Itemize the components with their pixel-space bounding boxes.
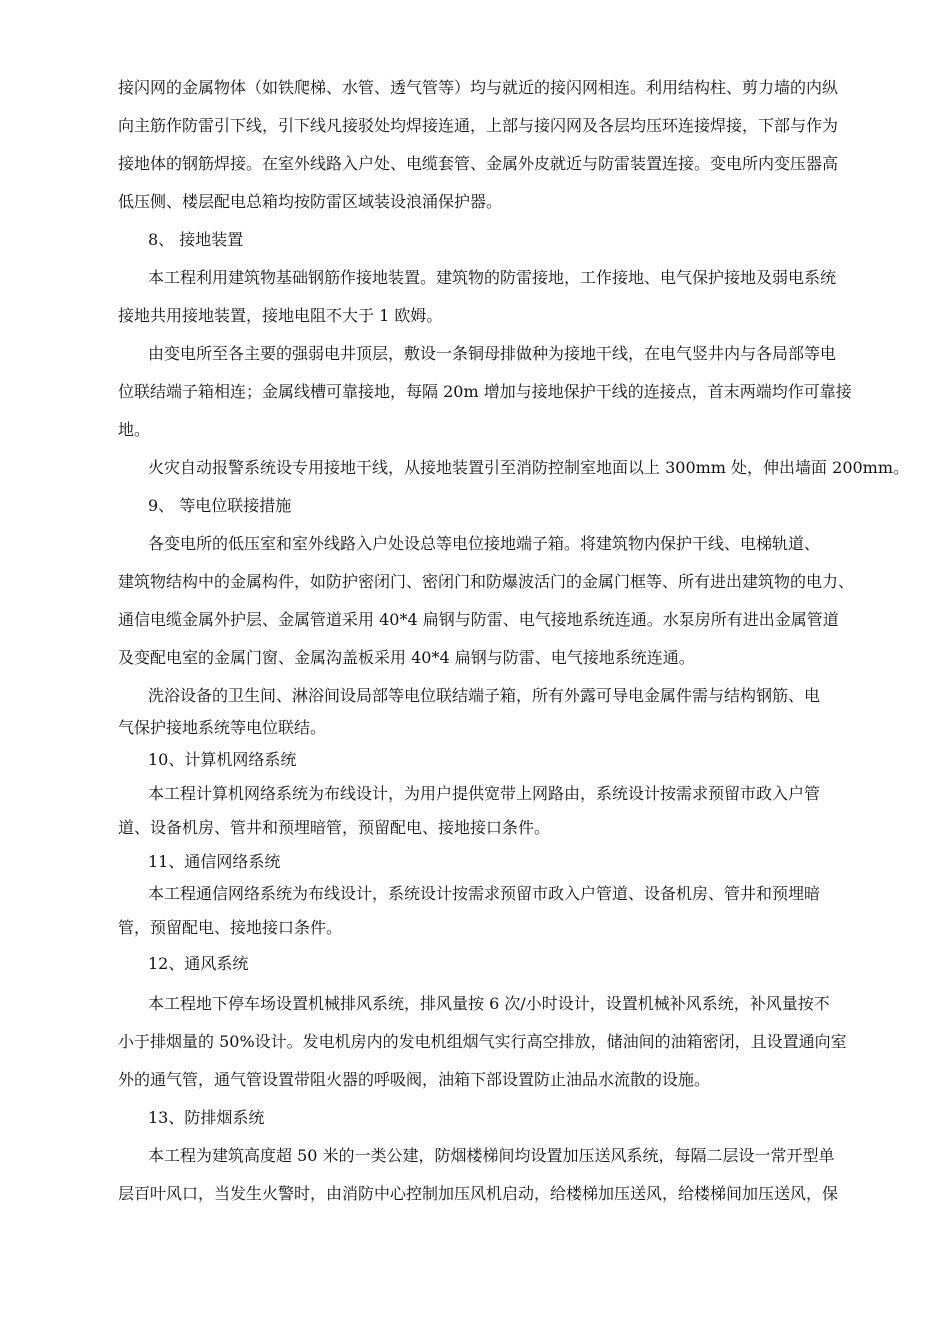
text-line: 由变电所至各主要的强弱电井顶层，敷设一条铜母排做种为接地干线，在电气竖井内与各局部等电 (148, 344, 837, 363)
text-line: 通信电缆金属外护层、金属管道采用 40*4 扁钢与防雷、电气接地系统连通。水泵房所有进出金属管道 (118, 610, 839, 629)
text-line: 接闪网的金属物体（如铁爬梯、水管、透气管等）均与就近的接闪网相连。利用结构柱、剪力墙的内纵 (118, 78, 839, 97)
text-line: 及变配电室的金属门窗、金属沟盖板采用 40*4 扁钢与防雷、电气接地系统连通。 (118, 648, 695, 667)
text-line: 向主筋作防雷引下线，引下线凡接驳处均焊接连通，上部与接闪网及各层均压环连接焊接，下部与作为 (118, 116, 839, 135)
text-line: 小于排烟量的 50%设计。发电机房内的发电机组烟气实行高空排放，储油间的油箱密闭，且设置通向室 (118, 1032, 847, 1051)
text-line: 层百叶风口，当发生火警时，由消防中心控制加压风机启动，给楼梯加压送风，给楼梯间加压送风，保 (118, 1184, 839, 1203)
text-line: 本工程通信网络系统为布线设计，系统设计按需求预留市政入户管道、设备机房、管井和预埋暗 (148, 884, 821, 903)
text-line: 火灾自动报警系统设专用接地干线，从接地装置引至消防控制室地面以上 300mm 处，伸出墙面 200mm。 (148, 458, 910, 477)
text-line: 洗浴设备的卫生间、淋浴间设局部等电位联结端子箱，所有外露可导电金属件需与结构钢筋、电 (148, 686, 821, 705)
text-line: 建筑物结构中的金属构件，如防护密闭门、密闭门和防爆波活门的金属门框等、所有进出建筑物的电力、 (118, 572, 855, 591)
section-heading: 12、通风系统 (148, 954, 249, 973)
text-line: 本工程计算机网络系统为布线设计，为用户提供宽带上网路由，系统设计按需求预留市政入户管 (148, 784, 821, 803)
text-line: 本工程利用建筑物基础钢筋作接地装置。建筑物的防雷接地，工作接地、电气保护接地及弱电系统 (148, 268, 837, 287)
section-heading: 10、计算机网络系统 (148, 750, 297, 769)
text-line: 各变电所的低压室和室外线路入户处设总等电位接地端子箱。将建筑物内保护干线、电梯轨道、 (148, 534, 821, 553)
text-line: 道、设备机房、管井和预埋暗管，预留配电、接地接口条件。 (118, 818, 551, 837)
text-line: 接地体的钢筋焊接。在室外线路入户处、电缆套管、金属外皮就近与防雷装置连接。变电所内变压器高 (118, 154, 839, 173)
text-line: 地。 (118, 420, 151, 439)
text-line: 本工程为建筑高度超 50 米的一类公建，防烟楼梯间均设置加压送风系统，每隔二层设一常开型单 (148, 1146, 835, 1165)
text-line: 接地共用接地装置，接地电阻不大于 1 欧姆。 (118, 306, 443, 325)
section-heading: 9、 等电位联接措施 (148, 496, 292, 515)
text-line: 位联结端子箱相连；金属线槽可靠接地，每隔 20m 增加与接地保护干线的连接点，首末两端均作可靠接 (118, 382, 852, 401)
section-heading: 13、防排烟系统 (148, 1108, 265, 1127)
text-line: 低压侧、楼层配电总箱均按防雷区域装设浪涌保护器。 (118, 192, 503, 211)
section-heading: 11、通信网络系统 (148, 852, 281, 871)
text-line: 本工程地下停车场设置机械排风系统，排风量按 6 次/小时设计，设置机械补风系统，补风量按不 (148, 994, 830, 1013)
text-line: 气保护接地系统等电位联结。 (118, 718, 327, 737)
text-line: 外的通气管，通气管设置带阻火器的呼吸阀，油箱下部设置防止油品水流散的设施。 (118, 1070, 711, 1089)
section-heading: 8、 接地装置 (148, 230, 244, 249)
text-line: 管，预留配电、接地接口条件。 (118, 918, 343, 937)
